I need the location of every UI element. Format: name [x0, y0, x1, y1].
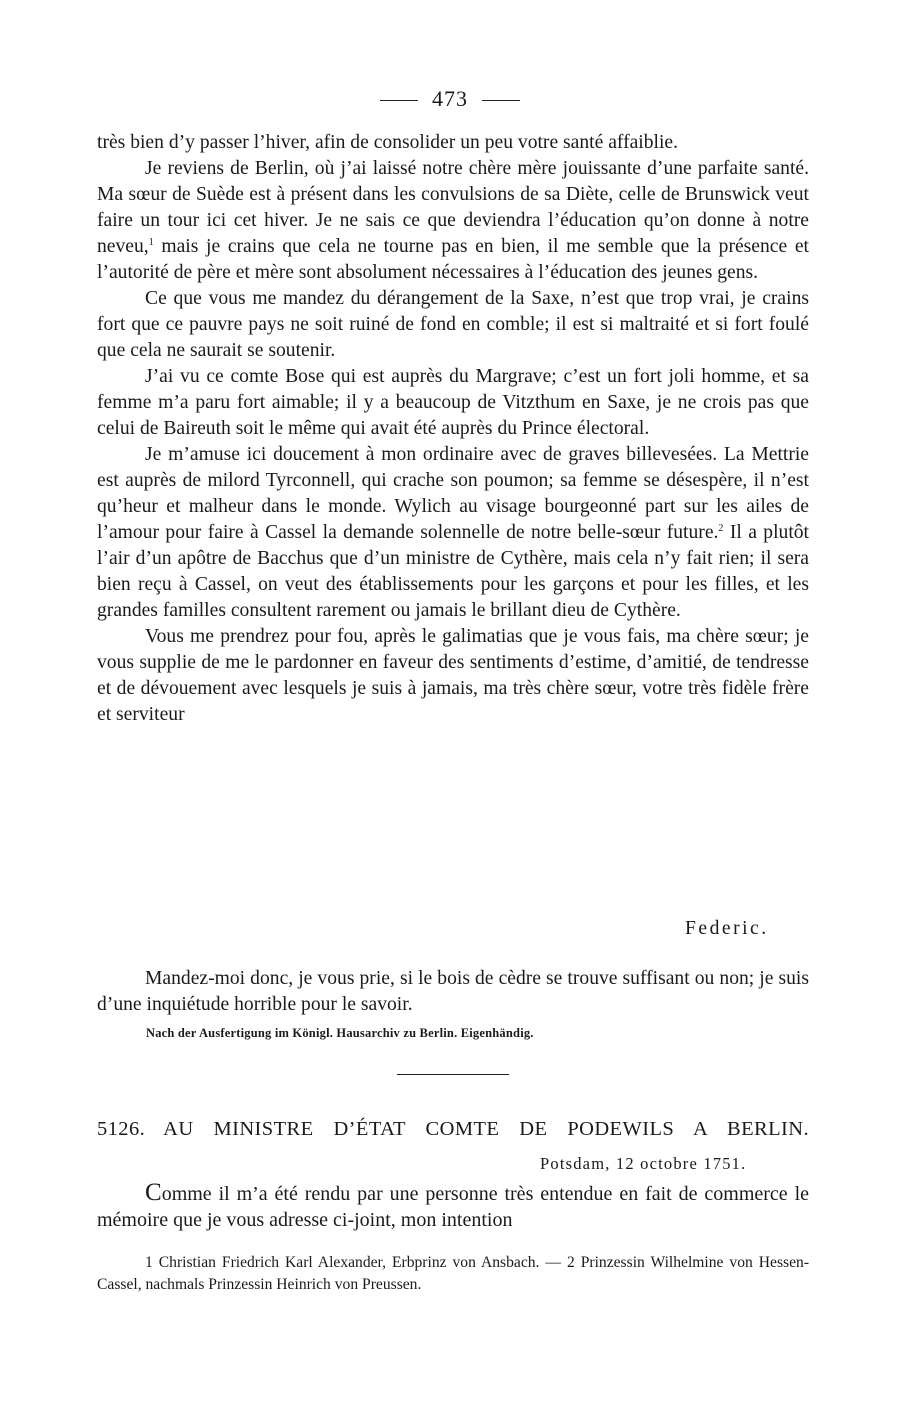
letter-title: AU MINISTRE D’ÉTAT COMTE DE PODEWILS A BERLIN. — [163, 1118, 809, 1140]
postscript — [97, 966, 809, 1018]
page-number: 473 — [432, 86, 468, 111]
paragraph-closing: Vous me prendrez pour fou, après le galimatias que je vous fais, ma chère sœur; je vous supplie de me le pardonner en faveur des sentiments d’estime, d’amitié, de tendresse et de dévouement avec lesquels je suis à jamais, ma très chère sœur, votre très fidèle frère et serviteur — [97, 626, 809, 725]
paragraph-continuation: très bien d’y passer l’hiver, afin de consolider un peu votre santé affaiblie. — [97, 132, 679, 153]
paragraph-saxe: Ce que vous me mandez du dérangement de la Saxe, n’est que trop vrai, je crains fort que ce pauvre pays ne soit ruiné de fond en comble; il est si maltraité et si fort foulé que cela ne saurait se soutenir. — [97, 288, 809, 361]
letter-heading — [97, 1118, 809, 1141]
paragraph-berlin-cont: mais je crains que cela ne tourne pas en bien, il me semble que la présence et l’autorité de père et mère sont absolument nécessaires à l’éducation des jeunes gens. — [97, 236, 809, 283]
header-dash-right — [482, 100, 520, 101]
footnotes — [97, 1252, 809, 1296]
second-letter-body — [97, 1180, 809, 1233]
page-number-header — [0, 86, 900, 112]
footnote-mark-2: 2 — [718, 523, 724, 534]
signature: Federic. — [685, 918, 769, 939]
footnote-1-mark: 1 — [145, 1254, 153, 1271]
source-note: Nach der Ausfertigung im Königl. Hausarchiv zu Berlin. Eigenhändig. — [146, 1026, 534, 1040]
postscript-text: Mandez-moi donc, je vous prie, si le bois de cèdre se trouve suffisant ou non; je suis d’une inquiétude horrible pour le savoir. — [97, 968, 809, 1015]
footnote-1: Christian Friedrich Karl Alexander, Erbprinz von Ansbach. — — [158, 1254, 561, 1271]
second-letter-paragraph: Comme il m’a été rendu par une personne très entendue en fait de commerce le mémoire que je vous adresse ci-joint, mon intention — [97, 1179, 809, 1231]
paragraph-berlin-text: Je reviens de Berlin, où j’ai laissé notre chère mère jouissante d’une parfaite santé. Ma sœur de Suède est à présent dans les convulsions de sa Diète, celle de Brunswick veut faire un tour ici cet hiver. Je ne sais ce que deviendra l’éducation qu’on donne à notre neveu, — [97, 158, 809, 257]
letter-number: 5126. — [97, 1118, 146, 1140]
paragraph-mettrie — [97, 442, 809, 624]
paragraph-mettrie-text: Je m’amuse ici doucement à mon ordinaire avec de graves billevesées. La Mettrie est auprès de milord Tyrconnell, qui crache son poumon; sa femme se désespère, il n’est qu’heur et malheur dans le monde. Wylich au visage bourgeonné part sur les ailes de l’amour pour faire à Cassel la demande solennelle de notre belle-sœur future. — [97, 444, 809, 543]
footnote-2-mark: 2 — [566, 1254, 575, 1271]
header-dash-left — [380, 100, 418, 101]
footnote-mark-1: 1 — [148, 237, 154, 248]
footnotes-text — [97, 1252, 809, 1296]
paragraph-berlin — [97, 156, 809, 286]
letter-body — [97, 130, 809, 728]
section-divider — [397, 1074, 509, 1075]
dateline: Potsdam, 12 octobre 1751. — [540, 1154, 747, 1173]
footnote-2: Prinzessin Wilhelmine von Hessen-Cassel, nachmals Prinzessin Heinrich von Preussen. — [97, 1254, 810, 1293]
paragraph-mettrie-cont: Il a plutôt l’air d’un apôtre de Bacchus que d’un ministre de Cythère, mais cela n’y fait rien; il sera bien reçu à Cassel, on veut des établissements pour les garçons et pour les filles, et les grandes familles consultent rarement ou jamais le brillant dieu de Cythère. — [97, 522, 809, 621]
paragraph-bose: J’ai vu ce comte Bose qui est auprès du Margrave; c’est un fort joli homme, et sa femme m’a paru fort aimable; il y a beaucoup de Vitzthum en Saxe, je ne crois pas que celui de Baireuth soit le même qui avait été auprès du Prince électoral. — [97, 366, 809, 439]
